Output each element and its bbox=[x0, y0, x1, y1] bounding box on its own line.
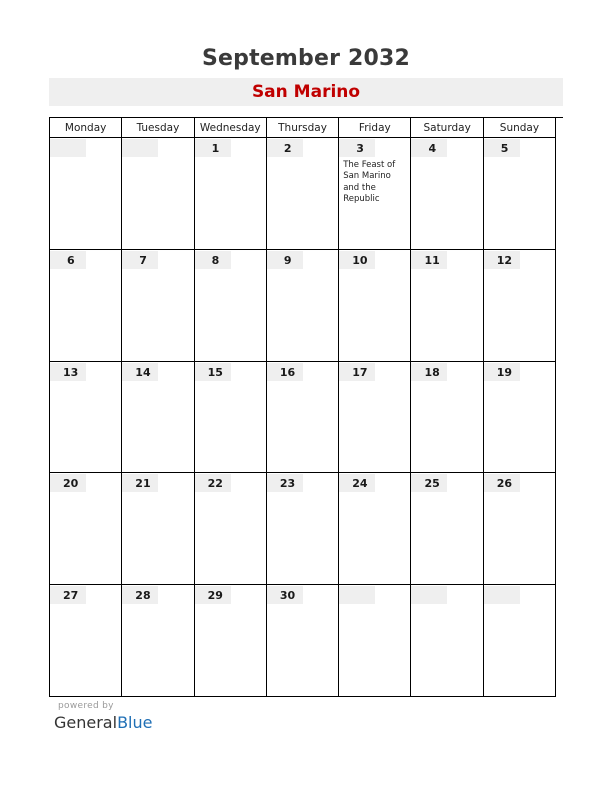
day-cell bbox=[195, 473, 267, 585]
day-cell bbox=[411, 250, 483, 362]
day-number: 15 bbox=[195, 363, 231, 381]
day-number: 6 bbox=[50, 251, 86, 269]
weekday-header: Saturday bbox=[411, 118, 483, 138]
day-number bbox=[484, 586, 520, 604]
generalblue-logo bbox=[54, 713, 152, 732]
day-cell bbox=[411, 362, 483, 474]
day-number bbox=[411, 586, 447, 604]
day-number: 30 bbox=[267, 586, 303, 604]
day-number: 2 bbox=[267, 139, 303, 157]
brand-general: General bbox=[54, 713, 118, 732]
day-number: 25 bbox=[411, 474, 447, 492]
weekday-header-row bbox=[50, 118, 563, 138]
day-number: 18 bbox=[411, 363, 447, 381]
day-cell bbox=[50, 138, 122, 250]
day-number: 29 bbox=[195, 586, 231, 604]
day-number bbox=[122, 139, 158, 157]
weekday-header: Sunday bbox=[484, 118, 556, 138]
day-cell bbox=[339, 473, 411, 585]
week-row bbox=[50, 362, 563, 474]
weekday-header: Thursday bbox=[267, 118, 339, 138]
day-cell bbox=[411, 138, 483, 250]
day-number: 7 bbox=[122, 251, 158, 269]
day-cell bbox=[339, 362, 411, 474]
day-cell bbox=[484, 138, 556, 250]
day-cell bbox=[50, 362, 122, 474]
day-cell bbox=[122, 473, 194, 585]
day-cell bbox=[484, 362, 556, 474]
day-cell bbox=[484, 250, 556, 362]
day-cell bbox=[122, 138, 194, 250]
calendar-grid bbox=[49, 117, 563, 697]
week-row bbox=[50, 473, 563, 585]
weekday-header: Friday bbox=[339, 118, 411, 138]
day-number bbox=[50, 139, 86, 157]
day-number: 12 bbox=[484, 251, 520, 269]
day-number: 5 bbox=[484, 139, 520, 157]
day-number: 17 bbox=[339, 363, 375, 381]
day-number: 9 bbox=[267, 251, 303, 269]
brand-blue: Blue bbox=[117, 713, 153, 732]
day-cell bbox=[122, 585, 194, 697]
day-cell bbox=[195, 138, 267, 250]
day-number: 8 bbox=[195, 251, 231, 269]
day-number: 13 bbox=[50, 363, 86, 381]
day-number: 24 bbox=[339, 474, 375, 492]
day-cell bbox=[339, 585, 411, 697]
day-cell bbox=[411, 585, 483, 697]
holiday-label: The Feast of San Marino and the Republic bbox=[343, 160, 396, 204]
day-cell bbox=[122, 362, 194, 474]
day-number: 28 bbox=[122, 586, 158, 604]
day-number: 16 bbox=[267, 363, 303, 381]
day-number bbox=[339, 586, 375, 604]
day-number: 1 bbox=[195, 139, 231, 157]
country-name: San Marino bbox=[49, 78, 563, 106]
day-number: 10 bbox=[339, 251, 375, 269]
day-cell bbox=[50, 473, 122, 585]
day-cell bbox=[122, 250, 194, 362]
day-number: 23 bbox=[267, 474, 303, 492]
day-cell bbox=[267, 585, 339, 697]
weekday-header: Monday bbox=[50, 118, 122, 138]
day-cell bbox=[339, 250, 411, 362]
day-number: 21 bbox=[122, 474, 158, 492]
day-number: 22 bbox=[195, 474, 231, 492]
day-cell bbox=[267, 473, 339, 585]
day-cell bbox=[484, 473, 556, 585]
day-cell bbox=[411, 473, 483, 585]
calendar-title: September 2032 bbox=[201, 46, 411, 71]
day-number: 11 bbox=[411, 251, 447, 269]
day-number: 19 bbox=[484, 363, 520, 381]
day-number: 27 bbox=[50, 586, 86, 604]
weekday-header: Wednesday bbox=[195, 118, 267, 138]
day-number: 4 bbox=[411, 139, 447, 157]
day-number: 3 bbox=[339, 139, 375, 157]
day-cell bbox=[484, 585, 556, 697]
calendar-weeks bbox=[50, 138, 563, 697]
day-number: 26 bbox=[484, 474, 520, 492]
day-number: 14 bbox=[122, 363, 158, 381]
day-cell bbox=[267, 138, 339, 250]
week-row bbox=[50, 250, 563, 362]
day-cell bbox=[50, 585, 122, 697]
day-cell bbox=[50, 250, 122, 362]
day-cell bbox=[195, 585, 267, 697]
day-cell bbox=[339, 138, 411, 250]
day-cell bbox=[267, 250, 339, 362]
week-row bbox=[50, 138, 563, 250]
day-cell bbox=[195, 250, 267, 362]
week-row bbox=[50, 585, 563, 697]
day-cell bbox=[267, 362, 339, 474]
weekday-header: Tuesday bbox=[122, 118, 194, 138]
powered-by-text: powered by bbox=[58, 701, 114, 711]
day-cell bbox=[195, 362, 267, 474]
day-number: 20 bbox=[50, 474, 86, 492]
